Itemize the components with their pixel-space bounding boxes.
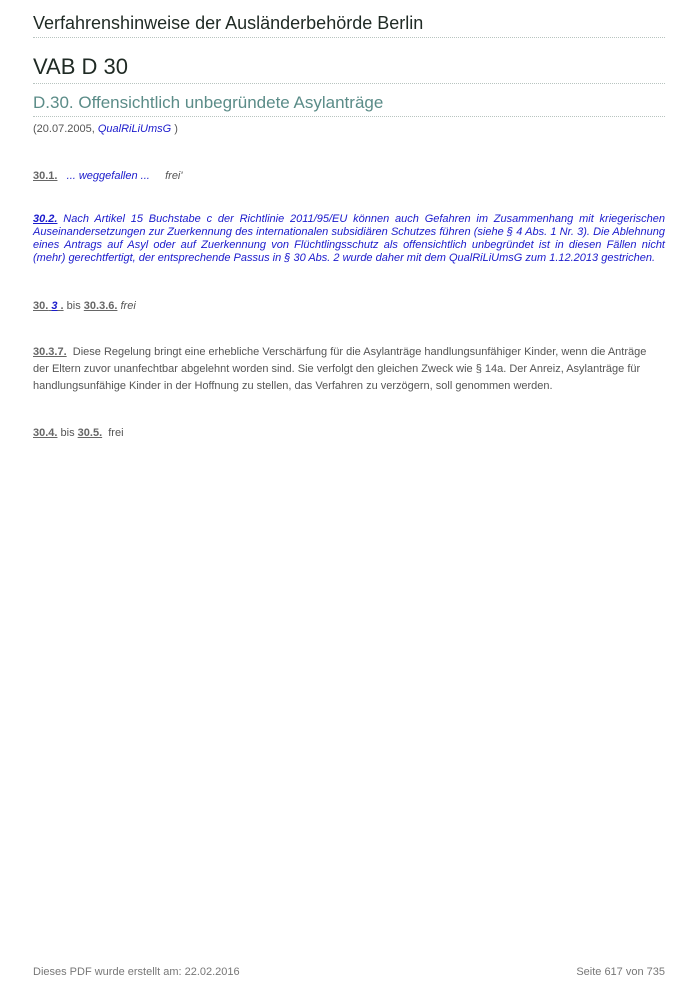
paragraph-number-link[interactable]: 30.3.6. <box>83 300 118 312</box>
paragraph-number-part: 30. <box>33 300 49 312</box>
paragraph-number-link[interactable]: 30.4. <box>33 427 58 439</box>
section-divider <box>33 116 665 117</box>
frei-label: frei' <box>165 170 183 182</box>
paragraph-30-1 <box>33 168 665 185</box>
date-line <box>33 123 178 135</box>
paragraph-number-link[interactable]: 30.3.7. <box>33 346 67 358</box>
site-title: Verfahrenshinweise der Ausländerbehörde Berlin <box>33 13 424 33</box>
footer-created-date: Dieses PDF wurde erstellt am: 22.02.2016 <box>33 966 240 978</box>
section-title: D.30. Offensichtlich unbegründete Asylanträge <box>33 93 384 112</box>
qualrili-link[interactable]: QualRiLiUmsG <box>97 123 172 135</box>
paragraph-number-subpart: 3 <box>51 300 58 312</box>
paragraph-30-3 <box>33 298 665 315</box>
paragraph-text: ... weggefallen ... <box>66 170 150 182</box>
paragraph-30-2 <box>33 213 665 265</box>
paragraph-30-3-7 <box>33 344 665 395</box>
paragraph-number-link[interactable]: 30.2. <box>33 213 58 225</box>
paragraph-30-4 <box>33 425 665 442</box>
paragraph-text: Nach Artikel 15 Buchstabe c der Richtlinie 2011/95/EU können auch Gefahren im Zusammenhang mit kriegerischen Auseinandersetzungen zur Zuerkennung des internationalen subsidiären Schutzes führen (siehe § 4 Abs. 1 Nr. 3). Die Ablehnung eines Antrags auf Asyl oder auf Zuerkennung von Flüchtlingsschutz als offensichtlich unbegründet ist in diesen Fällen nicht (mehr) gerechtfertigt, der entsprechende Passus in § 30 Abs. 2 wurde daher mit dem QualRiLiUmsG zum 1.12.2013 gestrichen. <box>33 213 665 264</box>
date-suffix: ) <box>171 123 178 135</box>
date-text: (20.07.2005, <box>33 123 98 135</box>
paragraph-text: Diese Regelung bringt eine erhebliche Verschärfung für die Asylanträge handlungsunfähiger Kinder, wenn die Anträge der Eltern zuvor unanfechtbar abgelehnt worden sind. Sie verfolgt den gleichen Zweck wie § 14a. Der Anreiz, Asylanträge für handlungsunfähige Kinder in der Hoffnung zu stellen, das Verfahren zu verzögern, soll genommen werden. <box>33 346 647 392</box>
frei-label: frei <box>108 427 124 439</box>
bis-label: bis <box>60 427 75 439</box>
bis-label: bis <box>66 300 81 312</box>
paragraph-number-link[interactable]: 30.5. <box>77 427 103 439</box>
title-divider <box>33 83 665 84</box>
paragraph-number-end: . <box>60 300 64 312</box>
header-divider <box>33 37 665 38</box>
frei-label: frei <box>120 300 136 312</box>
paragraph-number-link[interactable] <box>33 300 64 312</box>
document-title: VAB D 30 <box>33 54 128 79</box>
paragraph-number-link[interactable]: 30.1. <box>33 170 58 182</box>
footer-page-number: Seite 617 von 735 <box>576 966 665 978</box>
